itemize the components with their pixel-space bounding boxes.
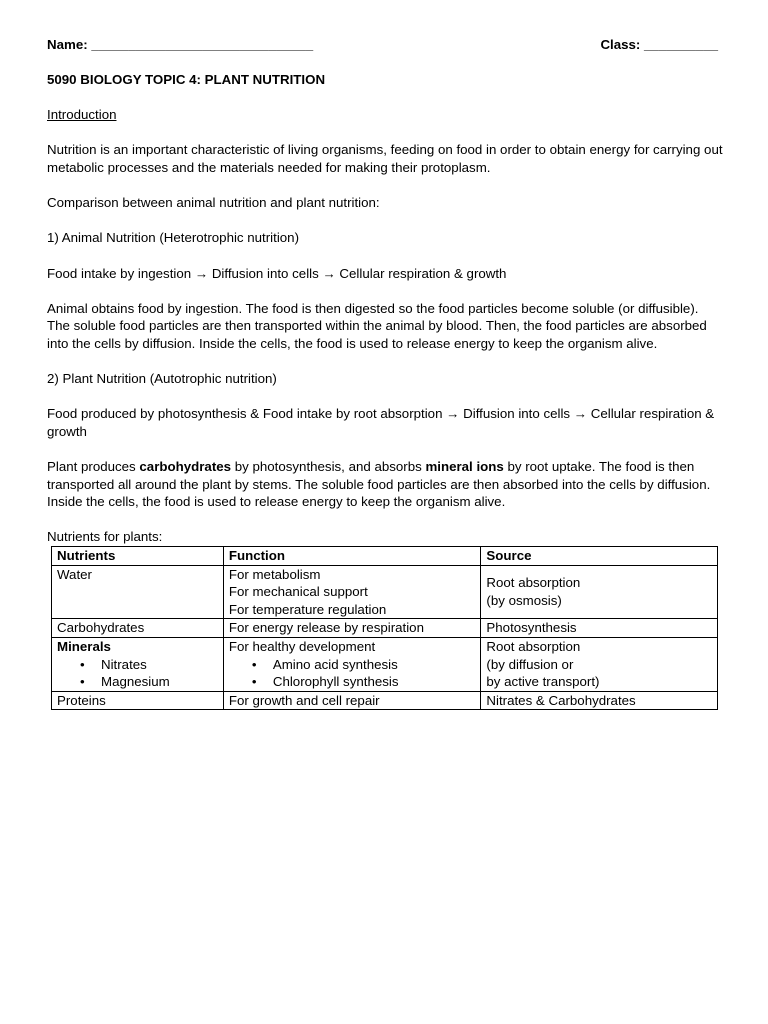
header-nutrients: Nutrients (52, 547, 224, 566)
class-field[interactable]: Class: __________ (600, 37, 718, 52)
minerals-source-line-2: (by diffusion or (486, 656, 574, 672)
water-function-1: For metabolism (228, 566, 321, 582)
plant-nutrition-flow: Food produced by photosynthesis & Food intake by root absorption → Diffusion into cells → Cellular respiration & growth (47, 406, 715, 439)
water-source (481, 565, 718, 619)
amino-acid-label: Amino acid synthesis (272, 656, 398, 672)
carbohydrates-nutrient: Carbohydrates (52, 619, 224, 638)
minerals-item-magnesium (57, 673, 218, 691)
table-row-carbohydrates (52, 619, 718, 638)
plant-nutrition-heading: 2) Plant Nutrition (Autotrophic nutrition) (47, 371, 277, 387)
function-item-chlorophyll (229, 673, 476, 691)
intro-paragraph: Nutrition is an important characteristic of living organisms, feeding on food in order to obtain energy for carrying out metabolic processes and the materials needed for making their protoplasm. (47, 142, 723, 175)
animal-nutrition-heading: 1) Animal Nutrition (Heterotrophic nutrition) (47, 230, 300, 246)
table-row-minerals (52, 638, 718, 692)
header-source: Source (481, 547, 718, 566)
comparison-text: Comparison between animal nutrition and plant nutrition: (47, 195, 380, 211)
document-page (47, 36, 723, 710)
water-function-2: For mechanical support (228, 584, 368, 600)
carbohydrates-source: Photosynthesis (481, 619, 718, 638)
plant-desc-part-2: by photosynthesis, and absorbs (231, 459, 426, 475)
minerals-function-label: For healthy development (228, 639, 376, 654)
carbohydrates-term: carbohydrates (139, 459, 232, 475)
header-function: Function (223, 547, 481, 566)
minerals-source-line-3: by active transport) (486, 674, 600, 690)
table-row-proteins (52, 691, 718, 710)
chlorophyll-label: Chlorophyll synthesis (272, 674, 399, 690)
nutrients-table (51, 546, 718, 710)
minerals-nutrient (52, 638, 224, 692)
page-title: 5090 BIOLOGY TOPIC 4: PLANT NUTRITION (47, 72, 326, 87)
water-functions (223, 565, 481, 619)
minerals-source (481, 638, 718, 692)
water-source-line-2: (by osmosis) (486, 593, 562, 609)
mineral-ions-term: mineral ions (425, 459, 504, 475)
minerals-item-nitrates (57, 656, 218, 674)
animal-nutrition-flow: Food intake by ingestion → Diffusion into cells → Cellular respiration & growth (47, 265, 507, 281)
table-header-row (52, 547, 718, 566)
carbohydrates-function: For energy release by respiration (223, 619, 481, 638)
proteins-nutrient: Proteins (52, 691, 224, 710)
table-row-water (52, 565, 718, 619)
proteins-function: For growth and cell repair (223, 691, 481, 710)
water-function-3: For temperature regulation (228, 601, 387, 617)
proteins-source: Nitrates & Carbohydrates (481, 691, 718, 710)
plant-desc-part-1: Plant produces (47, 459, 140, 475)
table-caption: Nutrients for plants: (47, 529, 163, 545)
minerals-label: Minerals (57, 639, 111, 654)
magnesium-label: Magnesium (101, 674, 170, 690)
minerals-source-line-1: Root absorption (486, 639, 581, 654)
plant-nutrition-description (47, 458, 723, 511)
name-field[interactable]: Name: ______________________________ (47, 37, 314, 52)
header-row (47, 36, 723, 54)
water-nutrient: Water (52, 565, 224, 619)
minerals-function (223, 638, 481, 692)
intro-heading: Introduction (47, 107, 117, 123)
nitrates-label: Nitrates (101, 656, 147, 672)
water-source-line-1: Root absorption (486, 575, 581, 591)
function-item-amino-acid (229, 656, 476, 674)
plant-desc-part-3: by root uptake. The food is then transported all around the plant by stems. The soluble food particles are then absorbed into the cells by diffusion. Inside the cells, the food is used to release energy to keep the organism alive. (47, 459, 711, 510)
animal-nutrition-description: Animal obtains food by ingestion. The food is then digested so the food particles become soluble (or diffusible). The soluble food particles are then transported within the animal by blood. Then, the food particles are absorbed into the cells by diffusion. Inside the cells, the food is used to release energy to keep the organism alive. (47, 300, 707, 351)
